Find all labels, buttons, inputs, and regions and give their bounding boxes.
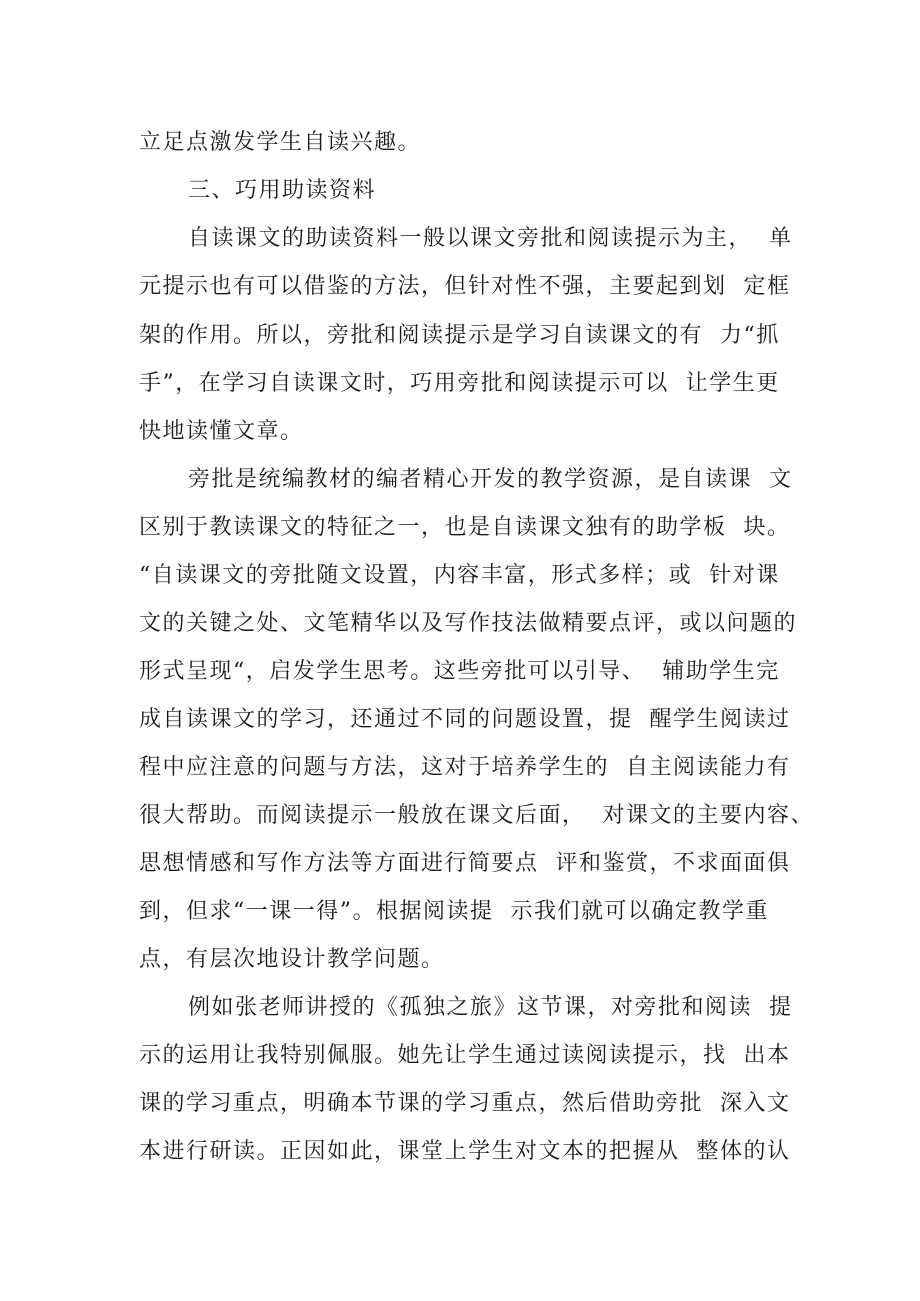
text-line: 架的作用。所以，旁批和阅读提示是学习自读课文的有 力“抓 [139, 323, 780, 348]
section-heading: 三、巧用助读资料 [188, 178, 377, 203]
text-line: 旁批是统编教材的编者精心开发的教学资源，是自读课 文 [188, 467, 793, 492]
text-line: 课的学习重点，明确本节课的学习重点，然后借助旁批 深入文 [139, 1091, 791, 1116]
text-line: 形式呈现“，启发学生思考。这些旁批可以引导、 辅助学生完 [139, 659, 780, 684]
text-line: 区别于教读课文的特征之一，也是自读课文独有的助学板 块。 [139, 515, 791, 540]
text-line: 自读课文的助读资料一般以课文旁批和阅读提示为主， 单 [188, 226, 793, 251]
text-line: 成自读课文的学习，还通过不同的问题设置，提 醒学生阅读过 [139, 707, 791, 732]
text-line: 手”，在学习自读课文时，巧用旁批和阅读提示可以 让学生更 [139, 371, 780, 396]
text-line: 示的运用让我特别佩服。她先让学生通过读阅读提示，找 出本 [139, 1043, 791, 1068]
text-line: 点，有层次地设计教学问题。 [139, 947, 445, 972]
text-line: 快地读懂文章。 [139, 419, 304, 444]
text-line: 例如张老师讲授的《孤独之旅》这节课，对旁批和阅读 提 [188, 995, 793, 1020]
text-line: 很大帮助。而阅读提示一般放在课文后面， 对课文的主要内容、 [139, 803, 814, 828]
text-line: 本进行研读。正因如此，课堂上学生对文本的把握从 整体的认 [139, 1139, 791, 1164]
text-line: 立足点激发学生自读兴趣。 [139, 130, 422, 155]
text-line: 到，但求“一课一得”。根据阅读提 示我们就可以确定教学重 [139, 899, 769, 924]
text-line: 思想情感和写作方法等方面进行简要点 评和鉴赏，不求面面俱 [139, 851, 791, 876]
text-line: “自读课文的旁批随文设置，内容丰富，形式多样；或 针对课 [139, 563, 780, 588]
text-line: 文的关键之处、文笔精华以及写作技法做精要点评，或以问题的 [139, 611, 798, 636]
text-line: 元提示也有可以借鉴的方法，但针对性不强，主要起到划 定框 [139, 274, 791, 299]
text-line: 程中应注意的问题与方法，这对于培养学生的 自主阅读能力有 [139, 755, 791, 780]
